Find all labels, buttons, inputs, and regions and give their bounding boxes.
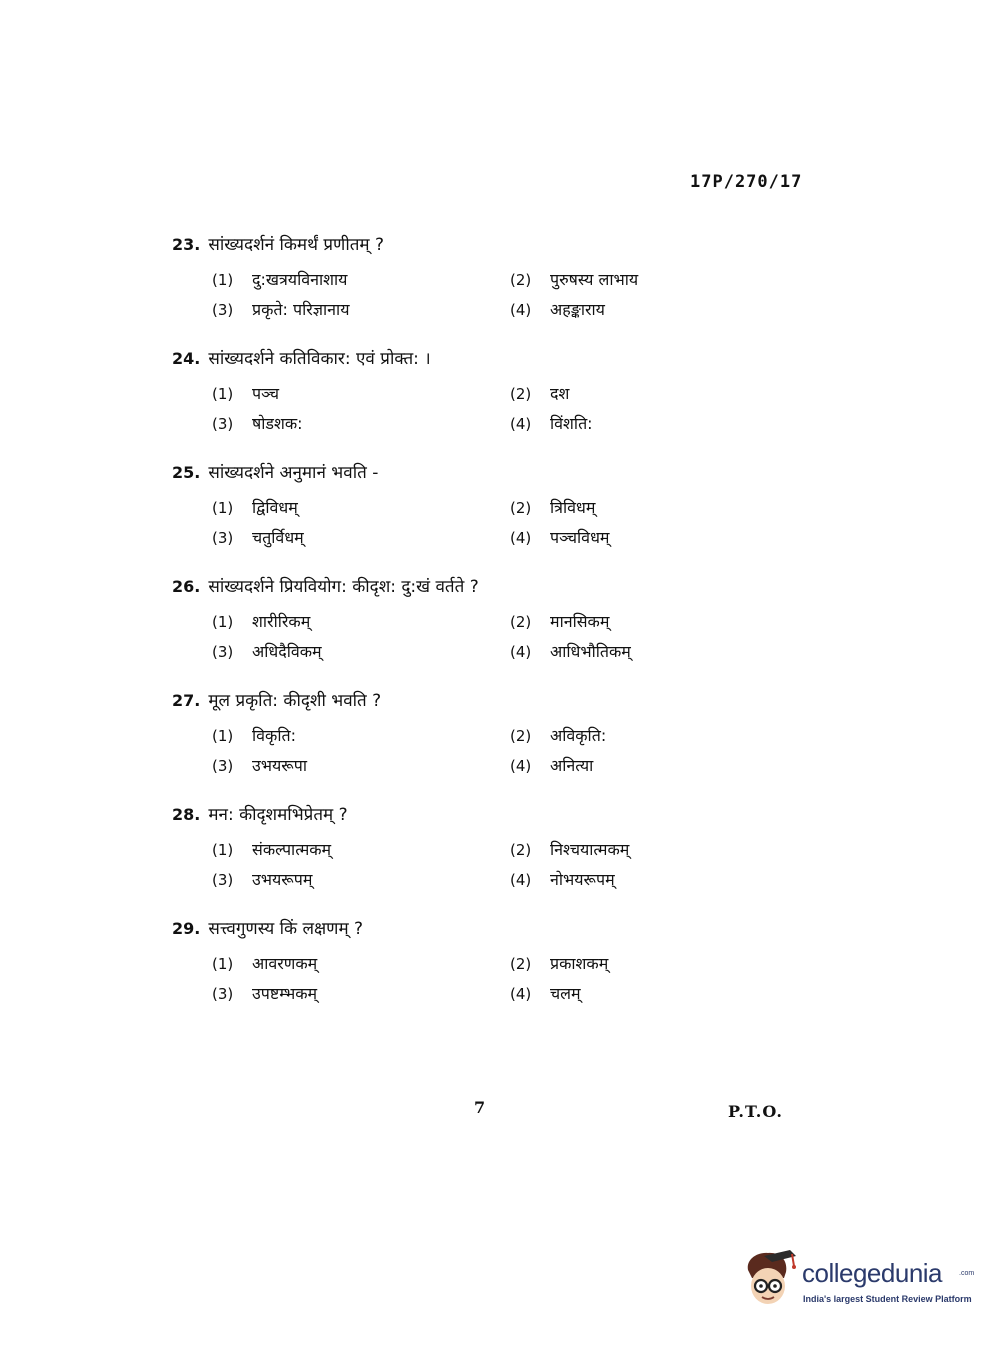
option-text: त्रिविधम् [550, 498, 596, 517]
question-stem [172, 346, 431, 369]
question-number: 25. [172, 463, 201, 482]
option-number: (2) [510, 271, 532, 289]
option-text: दश [550, 384, 570, 403]
question-stem [172, 916, 363, 939]
option-1 [212, 952, 317, 974]
collegedunia-watermark [742, 1248, 975, 1318]
option-text: अहङ्काराय [550, 300, 605, 319]
question-number: 27. [172, 691, 201, 710]
option-1 [212, 496, 298, 518]
question-26 [172, 574, 732, 688]
option-text: चतुर्विधम् [252, 528, 304, 547]
question-29 [172, 916, 732, 1030]
option-text: षोडशक: [252, 414, 303, 433]
option-2 [510, 952, 608, 974]
option-number: (2) [510, 955, 532, 973]
option-text: प्रकृते: परिज्ञानाय [252, 300, 350, 319]
brand-name: collegedunia [802, 1258, 943, 1288]
option-text: विंशति: [550, 414, 593, 433]
option-1 [212, 724, 296, 746]
question-number: 28. [172, 805, 201, 824]
option-number: (3) [212, 643, 234, 661]
option-4 [510, 526, 610, 548]
question-28 [172, 802, 732, 916]
option-number: (1) [212, 841, 234, 859]
question-text: मूल प्रकृति: कीदृशी भवति ? [208, 691, 382, 711]
option-4 [510, 298, 605, 320]
question-stem [172, 232, 384, 255]
option-text: आवरणकम् [252, 954, 318, 973]
mascot-icon [742, 1248, 798, 1310]
question-27 [172, 688, 732, 802]
option-text: द्विविधम् [252, 498, 298, 517]
option-text: शारीरिकम् [252, 612, 311, 631]
option-text: आधिभौतिकम् [550, 642, 631, 661]
option-2 [510, 610, 609, 632]
question-23 [172, 232, 732, 346]
option-1 [212, 610, 310, 632]
option-3 [212, 754, 307, 776]
option-3 [212, 526, 304, 548]
question-number: 23. [172, 235, 201, 254]
option-number: (2) [510, 613, 532, 631]
option-4 [510, 868, 615, 890]
option-number: (1) [212, 385, 234, 403]
question-number: 24. [172, 349, 201, 368]
option-number: (3) [212, 301, 234, 319]
option-text: उपष्टम्भकम् [252, 984, 318, 1003]
brand-tagline: India's largest Student Review Platform [803, 1294, 972, 1304]
option-text: संकल्पात्मकम् [252, 840, 332, 859]
question-25 [172, 460, 732, 574]
question-text: सांख्यदर्शने प्रियवियोग: कीदृश: दु:खं वर्तते ? [208, 577, 479, 597]
option-2 [510, 724, 606, 746]
option-number: (4) [510, 643, 532, 661]
option-3 [212, 868, 312, 890]
question-stem [172, 574, 479, 597]
option-3 [212, 982, 317, 1004]
question-list [172, 232, 732, 1030]
option-text: मानसिकम् [550, 612, 610, 631]
option-4 [510, 754, 593, 776]
option-text: चलम् [550, 984, 581, 1003]
option-2 [510, 268, 638, 290]
option-number: (2) [510, 385, 532, 403]
option-text: प्रकाशकम् [550, 954, 609, 973]
question-text: सांख्यदर्शने कतिविकार: एवं प्रोक्त: । [208, 349, 431, 369]
option-1 [212, 382, 279, 404]
option-text: पुरुषस्य लाभाय [550, 270, 639, 289]
option-2 [510, 496, 595, 518]
option-1 [212, 838, 331, 860]
option-number: (4) [510, 757, 532, 775]
option-text: विकृति: [252, 726, 296, 745]
option-number: (3) [212, 871, 234, 889]
page-number: 7 [474, 1098, 486, 1117]
option-number: (4) [510, 301, 532, 319]
option-number: (4) [510, 415, 532, 433]
option-text: अविकृति: [550, 726, 607, 745]
option-number: (1) [212, 727, 234, 745]
question-text: मन: कीदृशमभिप्रेतम् ? [208, 805, 348, 825]
option-number: (1) [212, 271, 234, 289]
option-number: (1) [212, 955, 234, 973]
option-number: (1) [212, 613, 234, 631]
question-stem [172, 460, 378, 483]
option-1 [212, 268, 347, 290]
option-text: पञ्च [252, 384, 280, 403]
option-3 [212, 412, 303, 434]
question-24 [172, 346, 732, 460]
option-text: अनित्या [550, 756, 594, 775]
option-number: (1) [212, 499, 234, 517]
question-stem [172, 802, 348, 825]
option-number: (2) [510, 841, 532, 859]
option-number: (4) [510, 871, 532, 889]
paper-code: 17P/270/17 [690, 172, 803, 192]
option-number: (2) [510, 727, 532, 745]
option-number: (2) [510, 499, 532, 517]
option-number: (3) [212, 529, 234, 547]
question-number: 29. [172, 919, 201, 938]
option-2 [510, 382, 569, 404]
question-text: सत्त्वगुणस्य किं लक्षणम् ? [208, 919, 364, 939]
brand-suffix: .com [959, 1270, 975, 1277]
option-text: अधिदैविकम् [252, 642, 322, 661]
option-number: (4) [510, 985, 532, 1003]
option-3 [212, 640, 322, 662]
option-4 [510, 640, 631, 662]
pto-label: P.T.O. [728, 1102, 783, 1121]
option-text: उभयरूपम् [252, 870, 313, 889]
option-number: (3) [212, 985, 234, 1003]
option-text: पञ्चविधम् [550, 528, 610, 547]
option-text: निश्चयात्मकम् [550, 840, 630, 859]
question-text: सांख्यदर्शनं किमर्थं प्रणीतम् ? [208, 235, 385, 255]
option-4 [510, 412, 593, 434]
question-stem [172, 688, 381, 711]
option-number: (3) [212, 757, 234, 775]
option-text: नोभयरूपम् [550, 870, 615, 889]
option-2 [510, 838, 629, 860]
option-number: (4) [510, 529, 532, 547]
option-3 [212, 298, 349, 320]
option-number: (3) [212, 415, 234, 433]
question-number: 26. [172, 577, 201, 596]
option-text: उभयरूपा [252, 756, 307, 775]
option-4 [510, 982, 581, 1004]
question-text: सांख्यदर्शने अनुमानं भवति - [208, 463, 379, 483]
option-text: दु:खत्रयविनाशाय [252, 270, 348, 289]
